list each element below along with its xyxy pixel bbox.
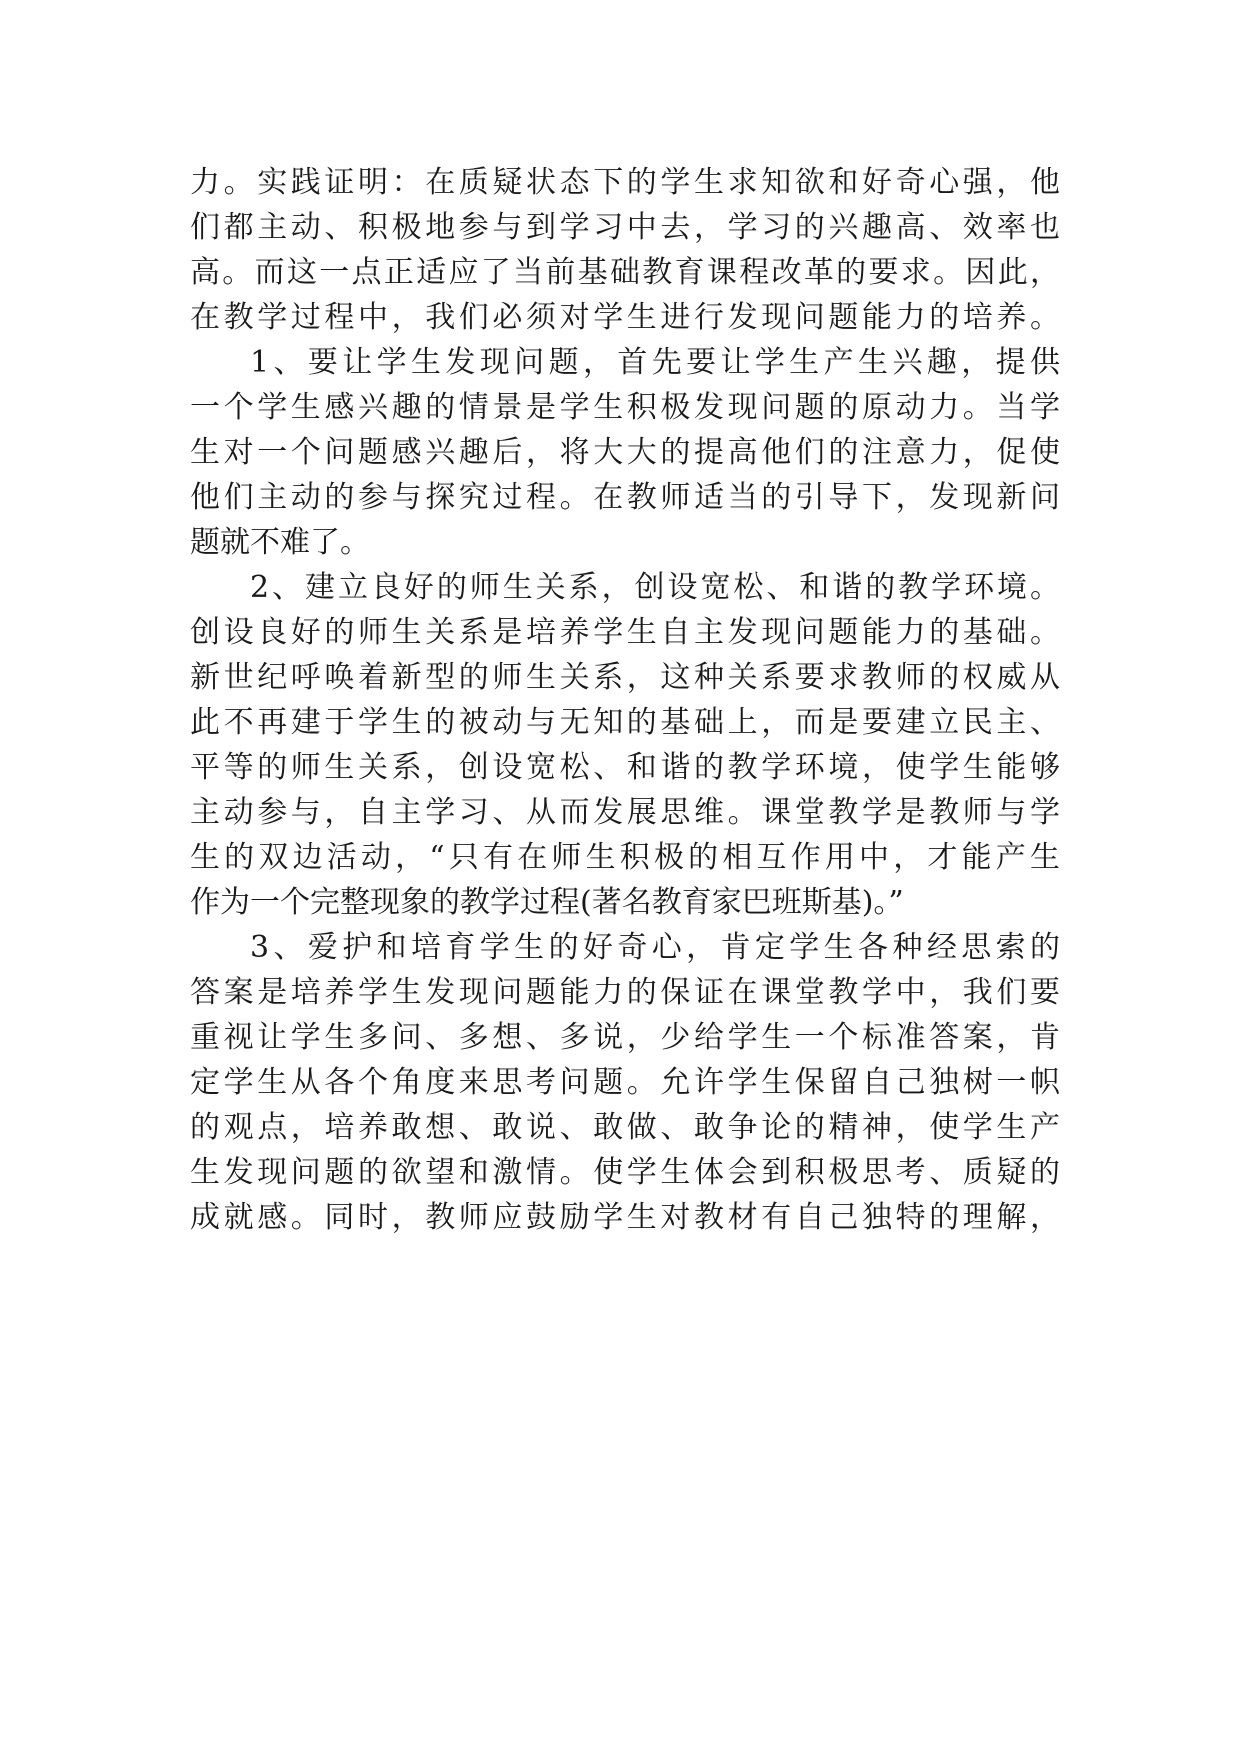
text-line: 3、爱护和培育学生的好奇心，肯定学生各种经思索的: [250, 930, 1060, 965]
text-line: 在教学过程中，我们必须对学生进行发现问题能力的培养。: [190, 300, 1060, 335]
body-text: [190, 160, 1060, 1240]
text-line: 新世纪呼唤着新型的师生关系，这种关系要求教师的权威从: [190, 660, 1060, 695]
text-line: 高。而这一点正适应了当前基础教育课程改革的要求。因此，: [190, 255, 1060, 290]
text-line: 平等的师生关系，创设宽松、和谐的教学环境，使学生能够: [190, 750, 1060, 785]
text-line: 生对一个问题感兴趣后，将大大的提高他们的注意力，促使: [190, 435, 1060, 470]
text-line: 一个学生感兴趣的情景是学生积极发现问题的原动力。当学: [190, 390, 1060, 425]
text-line: 作为一个完整现象的教学过程(著名教育家巴班斯基)。”: [190, 885, 904, 920]
text-line: 2、建立良好的师生关系，创设宽松、和谐的教学环境。: [250, 570, 1060, 605]
text-line: 主动参与，自主学习、从而发展思维。课堂教学是教师与学: [190, 795, 1060, 830]
text-line: 们都主动、积极地参与到学习中去，学习的兴趣高、效率也: [190, 210, 1060, 245]
text-line: 创设良好的师生关系是培养学生自主发现问题能力的基础。: [190, 615, 1060, 650]
text-line: 答案是培养学生发现问题能力的保证在课堂教学中，我们要: [190, 975, 1060, 1010]
text-line: 成就感。同时，教师应鼓励学生对教材有自己独特的理解，: [190, 1200, 1060, 1235]
text-line: 他们主动的参与探究过程。在教师适当的引导下，发现新问: [190, 480, 1060, 515]
text-line: 定学生从各个角度来思考问题。允许学生保留自己独树一帜: [190, 1065, 1060, 1100]
text-line: 生的双边活动，“只有在师生积极的相互作用中，才能产生: [190, 840, 1060, 875]
text-line: 力。实践证明：在质疑状态下的学生求知欲和好奇心强，他: [190, 165, 1060, 200]
text-line: 的观点，培养敢想、敢说、敢做、敢争论的精神，使学生产: [190, 1110, 1060, 1145]
text-line: 生发现问题的欲望和激情。使学生体会到积极思考、质疑的: [190, 1155, 1060, 1190]
text-line: 此不再建于学生的被动与无知的基础上，而是要建立民主、: [190, 705, 1060, 740]
text-line: 题就不难了。: [190, 525, 370, 560]
text-line: 1、要让学生发现问题，首先要让学生产生兴趣，提供: [250, 345, 1060, 380]
text-line: 重视让学生多问、多想、多说，少给学生一个标准答案，肯: [190, 1020, 1060, 1055]
